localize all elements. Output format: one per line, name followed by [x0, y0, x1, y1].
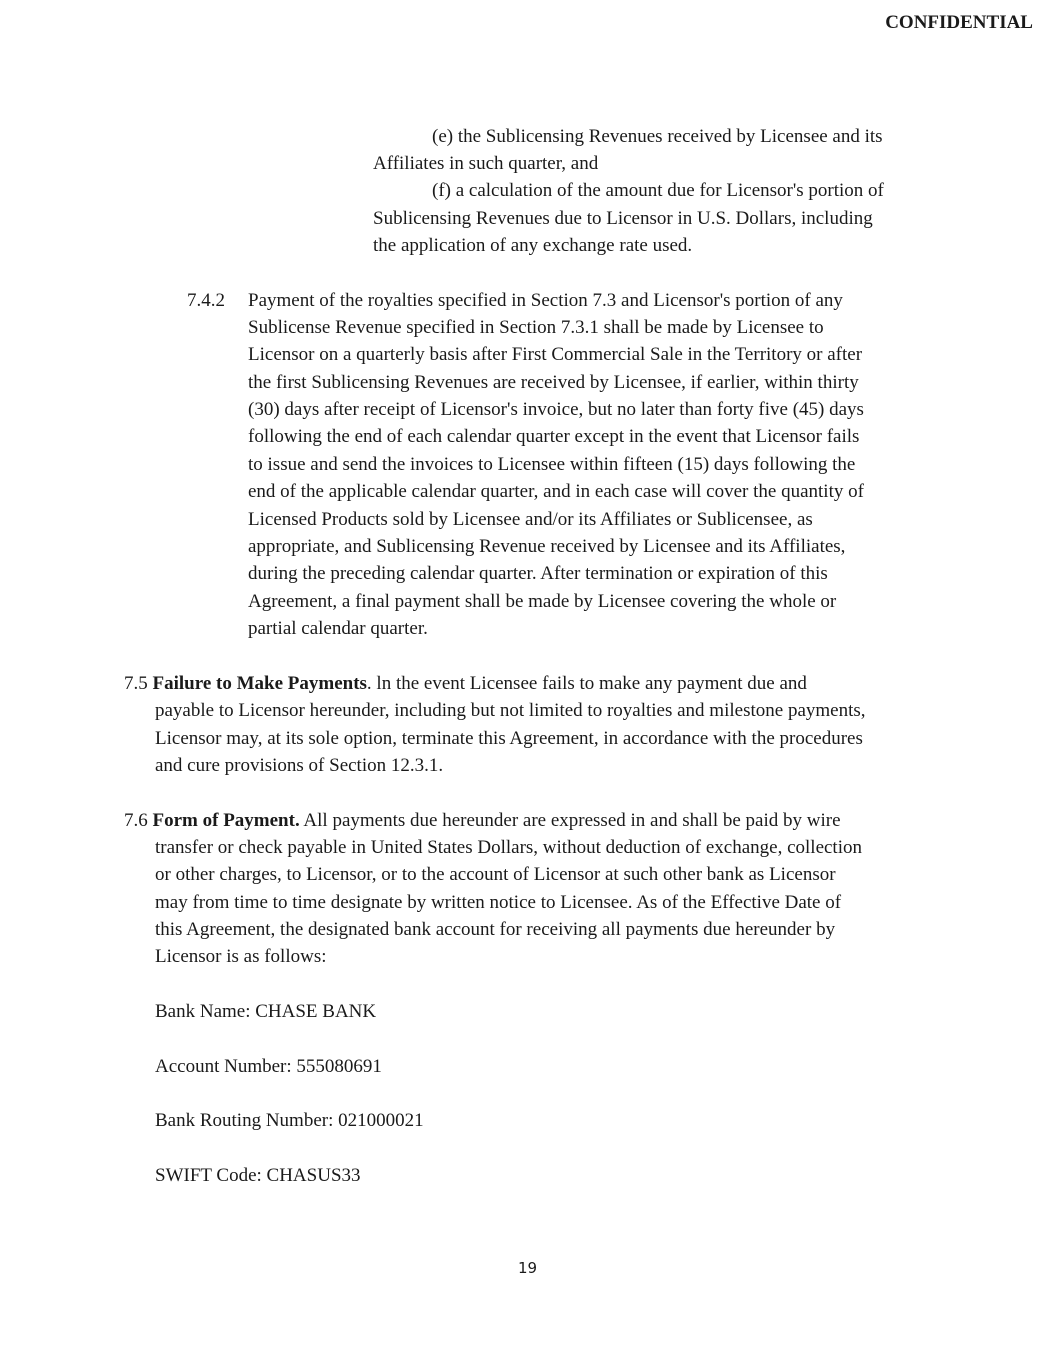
clause-text-line: end of the applicable calendar quarter, and in each case will cover the quantity of	[248, 481, 864, 502]
clause-e-line: (e) the Sublicensing Revenues received by Licensee and its	[432, 126, 883, 147]
clause-text-line: Sublicense Revenue specified in Section 7.3.1 shall be made by Licensee to	[248, 317, 824, 338]
clause-text-line: All payments due hereunder are expressed in and shall be paid by wire	[299, 810, 841, 831]
clause-number: 7.5	[124, 673, 148, 694]
clause-text-line: Payment of the royalties specified in Section 7.3 and Licensor's portion of any	[248, 290, 843, 311]
clause-text-line: may from time to time designate by written notice to Licensee. As of the Effective Date of	[155, 892, 842, 913]
clause-text-line: payable to Licensor hereunder, including but not limited to royalties and milestone payments,	[155, 700, 866, 721]
clause-text-line: and cure provisions of Section 12.3.1.	[155, 755, 444, 776]
clause-text-line: Licensor is as follows:	[155, 946, 327, 967]
clause-f-line: Sublicensing Revenues due to Licensor in U.S. Dollars, including	[373, 208, 873, 229]
clause-text-line: following the end of each calendar quarter except in the event that Licensor fails	[248, 426, 860, 447]
routing-number: Bank Routing Number: 021000021	[155, 1110, 424, 1131]
clause-first-line	[124, 673, 807, 695]
clause-number: 7.4.2	[187, 290, 225, 311]
clause-text-line: appropriate, and Sublicensing Revenue received by Licensee and its Affiliates,	[248, 536, 846, 557]
clause-heading: Failure to Make Payments	[152, 673, 367, 694]
clause-first-line	[124, 810, 841, 832]
clause-f-line: the application of any exchange rate used.	[373, 235, 693, 256]
clause-text-line: Licensed Products sold by Licensee and/or its Affiliates or Sublicensee, as	[248, 509, 813, 530]
confidential-label: CONFIDENTIAL	[885, 12, 1033, 33]
clause-text-line: Licensor on a quarterly basis after First Commercial Sale in the Territory or after	[248, 344, 863, 365]
clause-text-line: (30) days after receipt of Licensor's invoice, but no later than forty five (45) days	[248, 399, 864, 420]
clause-f-line: (f) a calculation of the amount due for Licensor's portion of	[432, 180, 884, 201]
clause-text-line: Agreement, a final payment shall be made by Licensee covering the whole or	[248, 591, 837, 612]
clause-text-line: . ln the event Licensee fails to make any payment due and	[366, 673, 807, 694]
clause-heading: Form of Payment.	[152, 810, 300, 831]
clause-text-line: to issue and send the invoices to Licensee within fifteen (15) days following the	[248, 454, 856, 475]
clause-text-line: during the preceding calendar quarter. After termination or expiration of this	[248, 563, 828, 584]
clause-text-line: the first Sublicensing Revenues are received by Licensee, if earlier, within thirty	[248, 372, 859, 393]
clause-text-line: Licensor may, at its sole option, terminate this Agreement, in accordance with the procedures	[155, 728, 863, 749]
swift-code: SWIFT Code: CHASUS33	[155, 1165, 361, 1186]
clause-e-line: Affiliates in such quarter, and	[373, 153, 599, 174]
clause-text-line: transfer or check payable in United States Dollars, without deduction of exchange, collection	[155, 837, 862, 858]
clause-text-line: partial calendar quarter.	[248, 618, 428, 639]
clause-text-line: or other charges, to Licensor, or to the account of Licensor at such other bank as Licensor	[155, 864, 836, 885]
clause-number: 7.6	[124, 810, 148, 831]
account-number: Account Number: 555080691	[155, 1056, 382, 1077]
bank-name: Bank Name: CHASE BANK	[155, 1001, 377, 1022]
page-number: 19	[517, 1259, 538, 1277]
clause-text-line: this Agreement, the designated bank account for receiving all payments due hereunder by	[155, 919, 836, 940]
